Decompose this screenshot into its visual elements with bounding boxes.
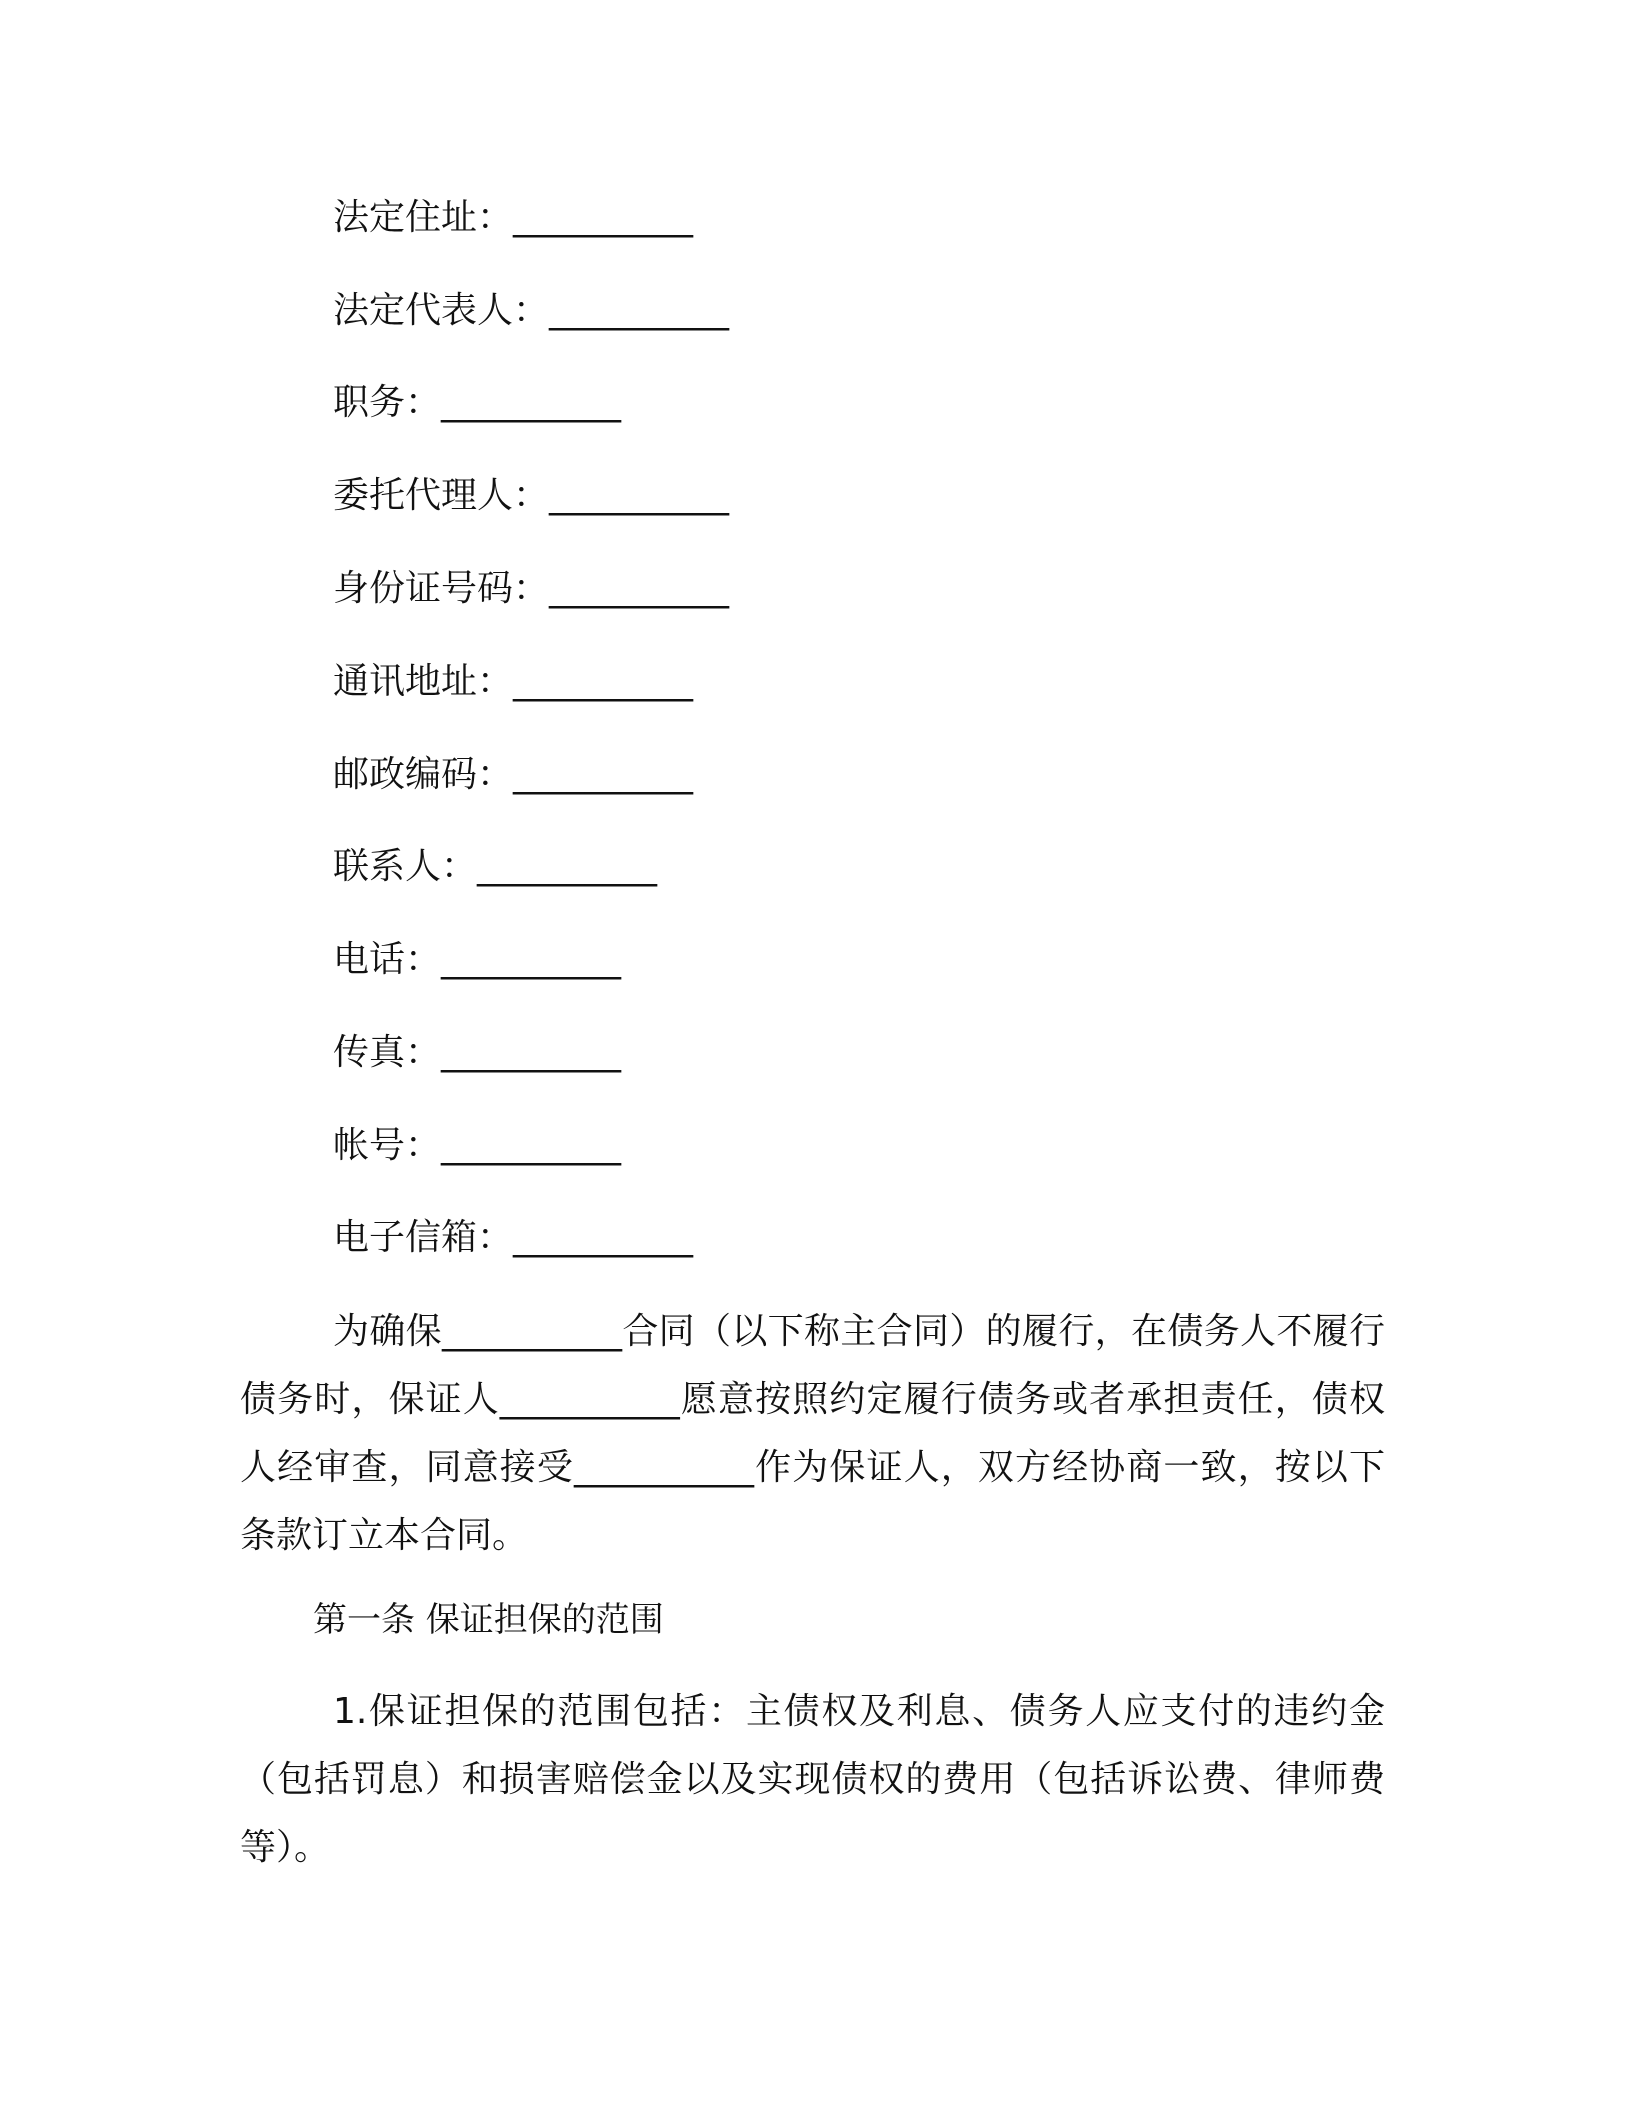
field-email <box>333 1212 693 1264</box>
field-blank: __________ <box>513 197 694 238</box>
field-label: 电子信箱： <box>333 1217 514 1258</box>
field-label: 法定代表人： <box>333 290 550 331</box>
field-blank: __________ <box>441 1032 622 1073</box>
field-label: 委托代理人： <box>333 475 550 516</box>
field-label: 法定住址： <box>333 197 514 238</box>
field-label: 通讯地址： <box>333 661 514 702</box>
field-phone <box>333 934 621 986</box>
field-label: 身份证号码： <box>333 568 550 609</box>
field-label: 邮政编码： <box>333 754 514 795</box>
field-contact-person <box>333 841 657 893</box>
field-blank: __________ <box>477 846 658 887</box>
field-blank: __________ <box>513 661 694 702</box>
field-blank: __________ <box>441 1125 622 1166</box>
field-label: 联系人： <box>333 846 478 887</box>
field-label: 帐号： <box>333 1125 442 1166</box>
field-id-number <box>333 563 729 615</box>
field-label: 电话： <box>333 939 442 980</box>
field-blank: __________ <box>441 939 622 980</box>
field-fax <box>333 1027 621 1079</box>
field-mailing-address <box>333 656 693 708</box>
field-blank: __________ <box>441 382 622 423</box>
field-label: 职务： <box>333 382 442 423</box>
field-blank: __________ <box>513 1217 694 1258</box>
field-postal-code <box>333 749 693 801</box>
field-account-number <box>333 1120 621 1172</box>
article-1-heading: 第一条 保证担保的范围 <box>313 1600 664 1640</box>
field-blank: __________ <box>549 290 730 331</box>
field-legal-representative <box>333 285 729 337</box>
article-1-clause-1: 1.保证担保的范围包括：主债权及利息、债务人应支付的违约金（包括罚息）和损害赔偿金以及实现债权的费用（包括诉讼费、律师费等）。 <box>240 1691 1385 1868</box>
field-label: 传真： <box>333 1032 442 1073</box>
field-blank: __________ <box>549 568 730 609</box>
field-agent <box>333 470 729 522</box>
field-blank: __________ <box>513 754 694 795</box>
field-position <box>333 377 621 429</box>
field-legal-address <box>333 192 693 244</box>
preamble-paragraph: 为确保__________合同（以下称主合同）的履行，在债务人不履行债务时，保证人__________愿意按照约定履行债务或者承担责任，债权人经审查，同意接受__________作为保证人，双方经协商一致，按以下条款订立本合同。 <box>240 1311 1385 1556</box>
field-blank: __________ <box>549 475 730 516</box>
